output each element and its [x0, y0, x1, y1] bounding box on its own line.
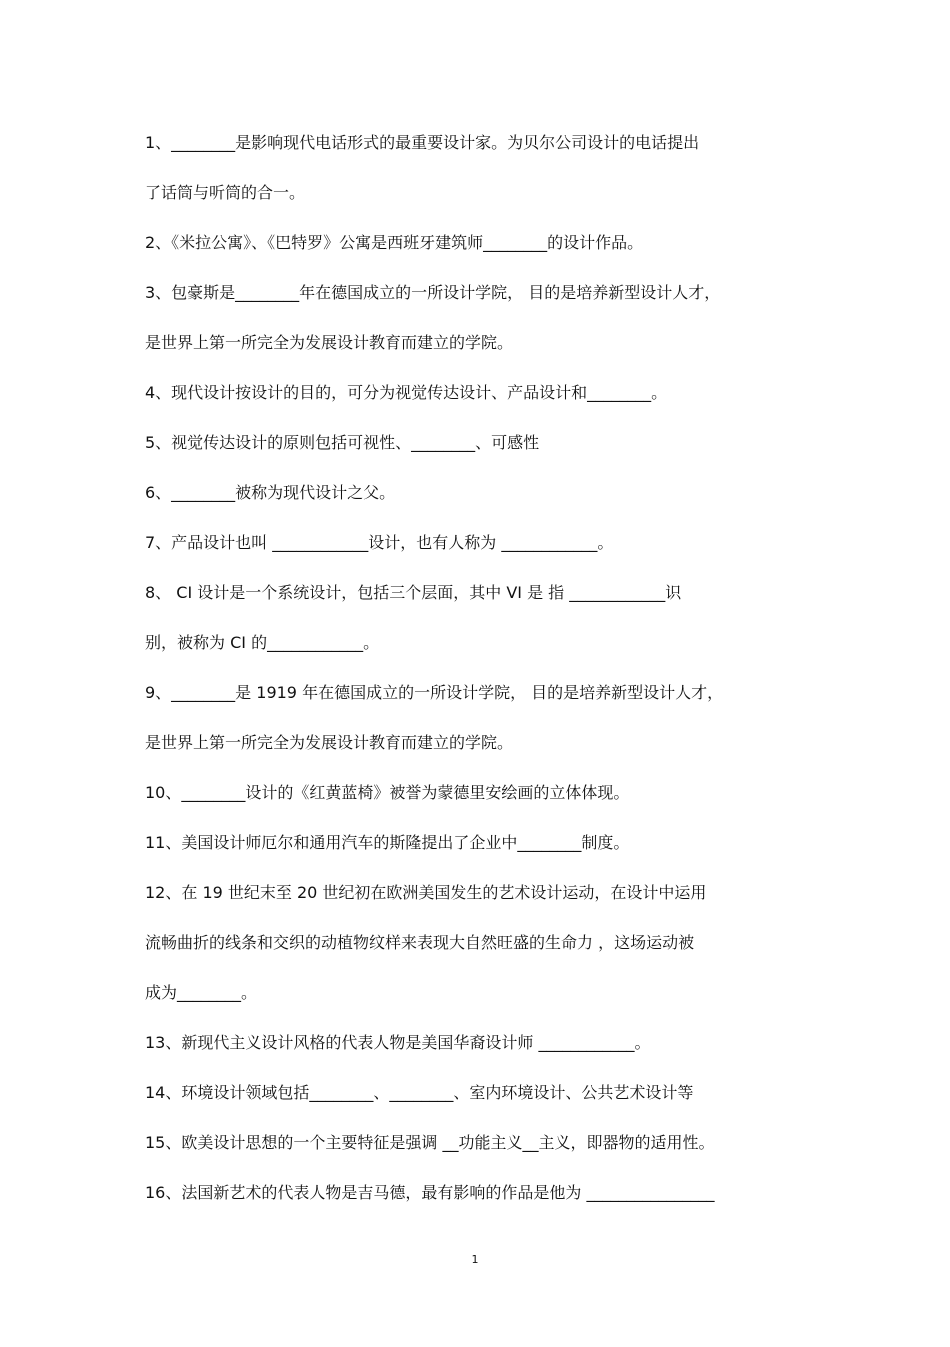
- question-16-line-1: 16、法国新艺术的代表人物是吉马德，最有影响的作品是他为 ________________: [145, 1183, 715, 1202]
- question-6-line-1: 6、________被称为现代设计之父。: [145, 483, 396, 502]
- question-2-line-1: 2、《米拉公寓》、《巴特罗》公寓是西班牙建筑师________的设计作品。: [145, 233, 644, 252]
- question-14-line-1: 14、环境设计领域包括________、________、室内环境设计、公共艺术设计等: [145, 1083, 694, 1102]
- question-12-line-1: 12、在 19 世纪末至 20 世纪初在欧洲美国发生的艺术设计运动，在设计中运用: [145, 883, 707, 902]
- question-1-line-2: 了话筒与听筒的合一。: [145, 183, 306, 202]
- question-3-line-1: 3、包豪斯是________年在德国成立的一所设计学院， 目的是培养新型设计人才，: [145, 283, 721, 302]
- question-12-line-2: 流畅曲折的线条和交织的动植物纹样来表现大自然旺盛的生命力 ，这场运动被: [145, 933, 695, 952]
- question-8-line-1: 8、 CI 设计是一个系统设计，包括三个层面，其中 VI 是 指 ____________识: [145, 583, 682, 602]
- question-5-line-1: 5、视觉传达设计的原则包括可视性、________、可感性: [145, 433, 540, 452]
- question-1-line-1: 1、________是影响现代电话形式的最重要设计家。为贝尔公司设计的电话提出: [145, 133, 700, 152]
- question-15-line-1: 15、欧美设计思想的一个主要特征是强调 __功能主义__主义，即器物的适用性。: [145, 1133, 715, 1152]
- question-4-line-1: 4、现代设计按设计的目的，可分为视觉传达设计、产品设计和________。: [145, 383, 668, 402]
- question-13-line-1: 13、新现代主义设计风格的代表人物是美国华裔设计师 ____________。: [145, 1033, 651, 1052]
- question-9-line-1: 9、________是 1919 年在德国成立的一所设计学院， 目的是培养新型设计人才，: [145, 683, 724, 702]
- question-9-line-2: 是世界上第一所完全为发展设计教育而建立的学院。: [145, 733, 514, 752]
- question-10-line-1: 10、________设计的《红黄蓝椅》被誉为蒙德里安绘画的立体体现。: [145, 783, 630, 802]
- page-number: 1: [471, 1253, 479, 1266]
- question-3-line-2: 是世界上第一所完全为发展设计教育而建立的学院。: [145, 333, 514, 352]
- question-12-line-3: 成为________。: [145, 983, 258, 1002]
- question-8-line-2: 别，被称为 CI 的____________。: [145, 633, 380, 652]
- question-11-line-1: 11、美国设计师厄尔和通用汽车的斯隆提出了企业中________制度。: [145, 833, 630, 852]
- question-7-line-1: 7、产品设计也叫 ____________设计，也有人称为 ____________。: [145, 533, 614, 552]
